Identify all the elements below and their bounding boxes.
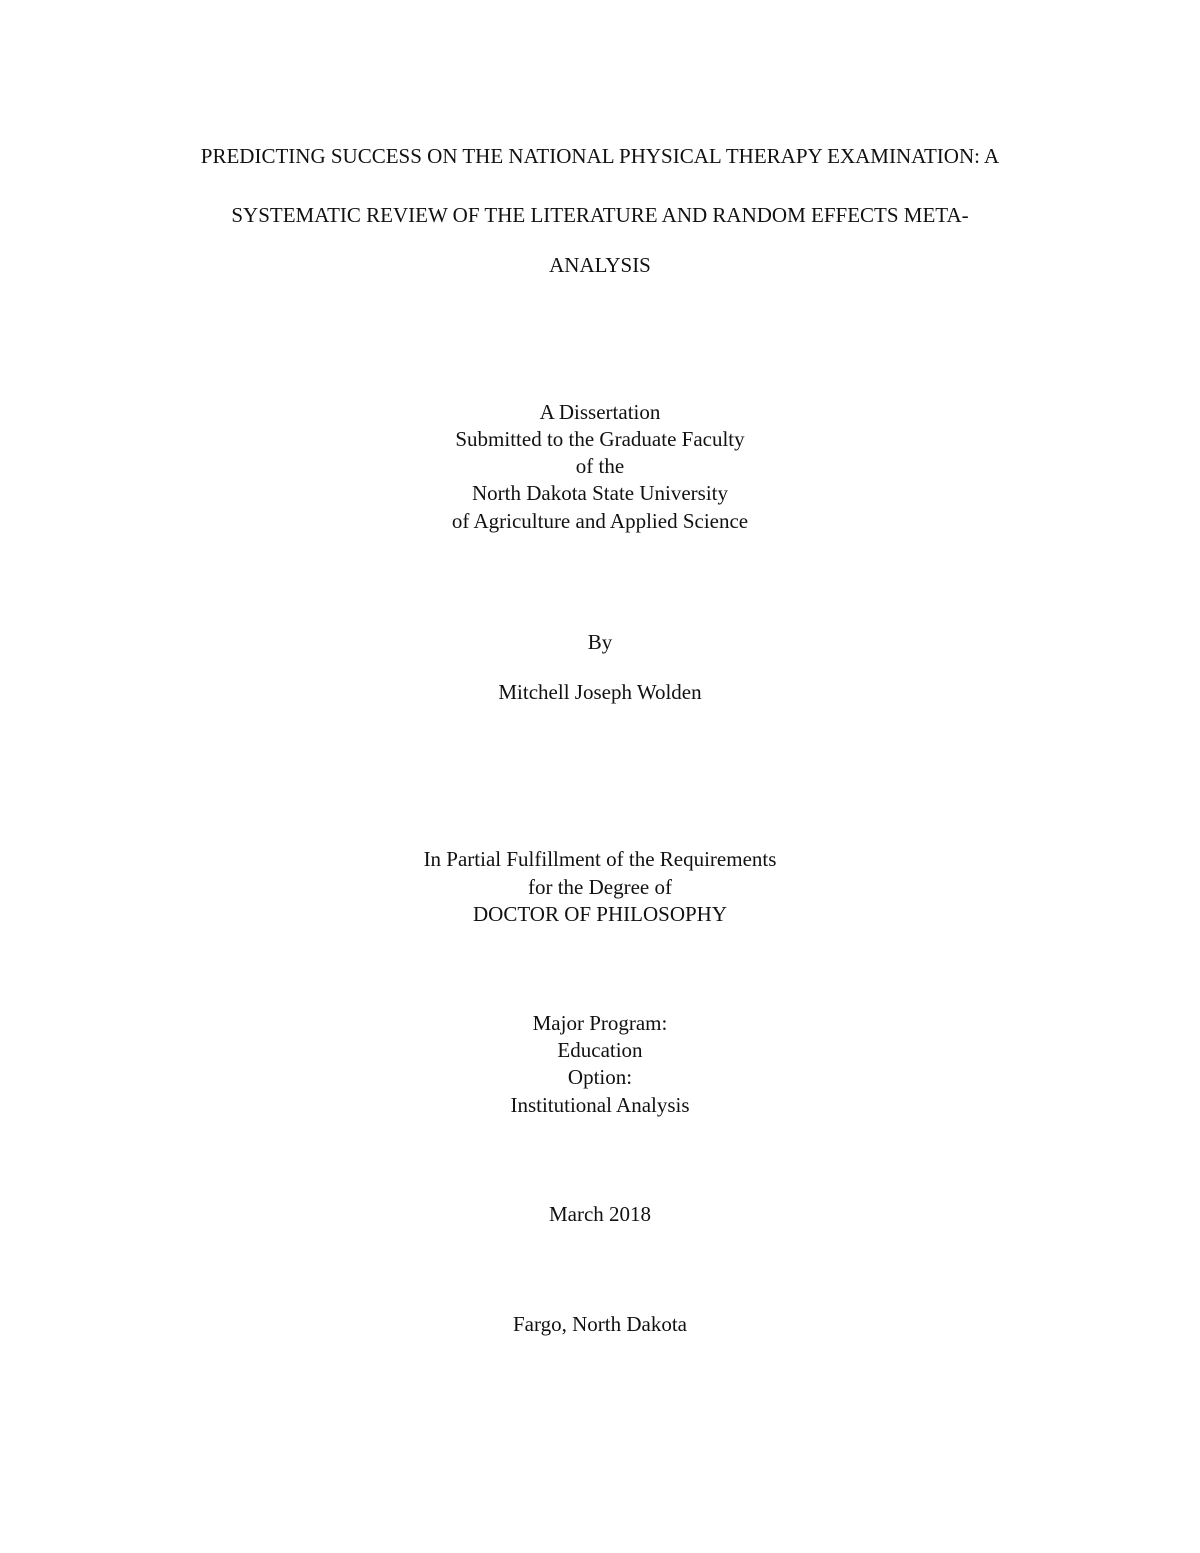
submission-line-1: A Dissertation — [539, 400, 661, 424]
submission-date: March 2018 — [548, 1202, 652, 1226]
title-line-1: PREDICTING SUCCESS ON THE NATIONAL PHYSICAL THERAPY EXAMINATION: A — [200, 144, 1000, 168]
major-program-value: Education — [557, 1038, 643, 1062]
title-line-2: SYSTEMATIC REVIEW OF THE LITERATURE AND RANDOM EFFECTS META- — [231, 203, 969, 227]
author-name: Mitchell Joseph Wolden — [498, 680, 702, 704]
major-program-label: Major Program: — [532, 1011, 668, 1035]
location: Fargo, North Dakota — [513, 1312, 687, 1336]
submission-line-4: North Dakota State University — [471, 481, 729, 505]
option-label: Option: — [567, 1065, 633, 1089]
fulfillment-line-3: DOCTOR OF PHILOSOPHY — [473, 902, 727, 926]
fulfillment-line-2: for the Degree of — [527, 875, 672, 899]
title-line-3: ANALYSIS — [549, 253, 651, 277]
submission-line-2: Submitted to the Graduate Faculty — [455, 427, 745, 451]
submission-line-3: of the — [575, 454, 625, 478]
fulfillment-line-1: In Partial Fulfillment of the Requirements — [423, 847, 777, 871]
option-value: Institutional Analysis — [510, 1093, 690, 1117]
submission-line-5: of Agriculture and Applied Science — [451, 509, 749, 533]
by-label: By — [587, 630, 613, 654]
